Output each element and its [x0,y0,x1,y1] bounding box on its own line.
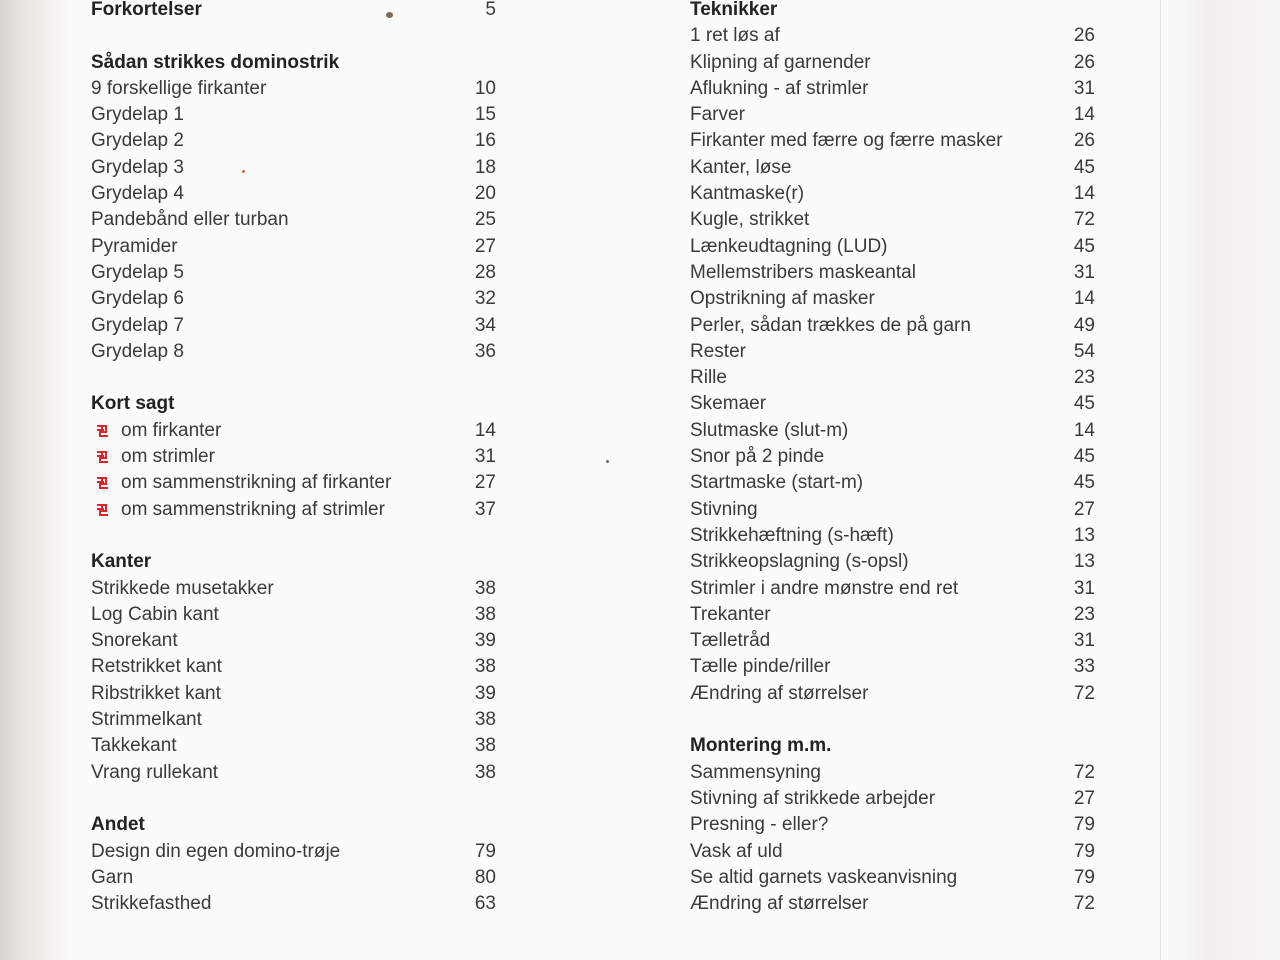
section-heading-label: Forkortelser [91,0,202,20]
index-entry [690,576,1095,602]
index-entry-label: Slutmaske (slut-m) [690,419,849,441]
page-number: 14 [1073,419,1095,441]
section-spacer [91,786,496,812]
index-entry-label: Strimler i andre mønstre end ret [690,577,959,599]
index-entry-label: Skemaer [690,393,767,415]
page-number: 45 [1073,235,1095,257]
page-number: 31 [1073,630,1095,652]
index-entry-label: Strikkede musetakker [91,577,274,599]
index-entry-label: Trekanter [690,603,771,625]
index-entry [91,707,496,733]
index-entry-label: 9 forskellige firkanter [91,77,267,99]
index-section-andet [91,812,496,917]
index-entry [690,418,1095,444]
page-right-margin [1160,0,1280,960]
index-entry [91,628,496,654]
index-entry-label: Strikkefasthed [91,893,212,915]
section-heading [91,0,496,23]
section-heading [91,549,496,575]
index-entry [690,286,1095,312]
index-entry-label: Stivning [690,498,758,520]
index-entry [91,102,496,128]
page-number: 80 [474,866,496,888]
page-number: 79 [1073,866,1095,888]
page-binding-shadow [0,0,70,960]
section-heading-label: Kort sagt [91,393,175,415]
index-entry [690,339,1095,365]
index-entry-label: Klipning af garnender [690,51,871,73]
index-entry-label: Ændring af størrelser [690,893,869,915]
index-section-teknikker [690,0,1095,707]
index-entry-label: Stivning af strikkede arbejder [690,787,936,809]
page-number: 27 [474,235,496,257]
page-number: 13 [1073,524,1095,546]
index-entry-label: Retstrikket kant [91,656,222,678]
page-number: 38 [474,735,496,757]
index-entry [91,497,496,523]
section-heading-label: Montering m.m. [690,735,832,757]
section-spacer [690,707,1095,733]
index-entry [91,339,496,365]
section-heading [91,50,496,76]
index-entry [690,234,1095,260]
red-knit-symbol-icon [96,450,110,464]
page-number: 38 [474,577,496,599]
page-number: 27 [1073,787,1095,809]
page-number: 72 [1073,682,1095,704]
page-number: 31 [1073,261,1095,283]
index-section-forkortelser [91,0,496,23]
index-entry-label: Grydelap 7 [91,314,184,336]
index-entry-label: Se altid garnets vaskeanvisning [690,866,958,888]
index-entry [690,628,1095,654]
page-number: 72 [1073,209,1095,231]
index-section-kort-sagt [91,391,496,522]
page-number: 27 [1073,498,1095,520]
index-entry-label: Opstrikning af masker [690,288,875,310]
index-entry [91,286,496,312]
index-entry-label: Snorekant [91,630,178,652]
red-knit-symbol-icon [96,424,110,438]
index-entry-label: om sammenstrikning af firkanter [121,472,392,494]
index-entry-label: Kugle, strikket [690,209,810,231]
index-entry [91,865,496,891]
page-number: 10 [474,77,496,99]
page-number: 72 [1073,893,1095,915]
index-entry-label: Strikkehæftning (s-hæft) [690,524,894,546]
index-column-right [690,0,1095,917]
index-entry [91,260,496,286]
section-heading-label: Teknikker [690,0,778,20]
page-number: 36 [474,340,496,362]
page-number: 63 [474,893,496,915]
index-entry [91,181,496,207]
index-entry-label: Grydelap 8 [91,340,184,362]
page-number: 33 [1073,656,1095,678]
index-entry-label: Lænkeudtagning (LUD) [690,235,888,257]
index-entry-label: Ribstrikket kant [91,682,221,704]
index-entry-label: Grydelap 4 [91,183,184,205]
index-entry [690,181,1095,207]
page-number: 23 [1073,603,1095,625]
page-number: 79 [1073,840,1095,862]
section-spacer [91,23,496,49]
index-entry [91,418,496,444]
index-entry [690,128,1095,154]
page-number: 5 [485,0,496,20]
page-number: 28 [474,261,496,283]
red-knit-symbol-icon [96,476,110,490]
index-entry-label: Tælle pinde/riller [690,656,831,678]
index-entry [690,839,1095,865]
index-section-montering-m-m [690,733,1095,917]
page-number: 79 [1073,814,1095,836]
index-entry-label: Mellemstribers maskeantal [690,261,916,283]
index-entry-label: Kanter, løse [690,156,792,178]
section-heading-label: Kanter [91,551,152,573]
index-entry-label: Farver [690,104,745,126]
page-number: 37 [474,498,496,520]
index-entry-label: Presning - eller? [690,814,829,836]
page-number: 31 [1073,77,1095,99]
page-number: 32 [474,288,496,310]
page-number: 45 [1073,156,1095,178]
section-heading [91,391,496,417]
page-number: 38 [474,761,496,783]
index-entry-label: Startmaske (start-m) [690,472,864,494]
index-entry-label: Kantmaske(r) [690,183,805,205]
index-entry-label: Perler, sådan trækkes de på garn [690,314,971,336]
index-entry [690,102,1095,128]
index-entry-label: Aflukning - af strimler [690,77,869,99]
page-number: 45 [1073,446,1095,468]
index-section-saadan-strikkes-dominostrik [91,50,496,366]
index-section-kanter [91,549,496,786]
section-heading-label: Andet [91,814,145,836]
page-number: 38 [474,603,496,625]
index-entry-label: Grydelap 1 [91,104,184,126]
index-entry [91,654,496,680]
index-entry [690,654,1095,680]
index-entry [690,812,1095,838]
index-entry [91,234,496,260]
index-entry [690,497,1095,523]
index-entry [690,681,1095,707]
index-entry [690,891,1095,917]
section-heading [91,812,496,838]
index-column-left [91,0,496,917]
index-entry [690,523,1095,549]
index-entry-label: Grydelap 3 [91,156,184,178]
page-number: 38 [474,709,496,731]
index-entry [690,470,1095,496]
index-entry [690,549,1095,575]
index-entry [91,207,496,233]
page-number: 14 [474,419,496,441]
index-entry [91,681,496,707]
page-number: 31 [474,446,496,468]
page-number: 18 [474,156,496,178]
index-entry-label: Garn [91,866,134,888]
page-number: 34 [474,314,496,336]
section-heading [690,733,1095,759]
red-knit-symbol-icon [96,503,110,517]
index-entry-label: Log Cabin kant [91,603,219,625]
page-number: 15 [474,104,496,126]
page-number: 26 [1073,51,1095,73]
index-entry-label: Vrang rullekant [91,761,219,783]
page-number: 72 [1073,761,1095,783]
page-number: 54 [1073,340,1095,362]
index-entry-label: Pyramider [91,235,178,257]
index-entry [690,365,1095,391]
page-number: 14 [1073,183,1095,205]
index-entry [690,76,1095,102]
page-number: 38 [474,656,496,678]
index-entry-label: Grydelap 6 [91,288,184,310]
index-entry-label: Rille [690,367,727,389]
section-heading [690,0,1095,23]
index-entry [91,760,496,786]
index-entry [690,391,1095,417]
index-entry [690,602,1095,628]
section-heading-label: Sådan strikkes dominostrik [91,51,340,73]
section-spacer [91,523,496,549]
page-number: 13 [1073,551,1095,573]
index-entry-label: Snor på 2 pinde [690,446,825,468]
page-number: 26 [1073,130,1095,152]
index-entry-label: 1 ret løs af [690,25,780,47]
page-number: 14 [1073,288,1095,310]
index-entry [91,313,496,339]
index-entry-label: Design din egen domino-trøje [91,840,341,862]
index-entry-label: Rester [690,340,746,362]
index-entry [690,23,1095,49]
page-number: 14 [1073,104,1095,126]
page-number: 23 [1073,367,1095,389]
index-entry [690,50,1095,76]
index-entry-label: Takkekant [91,735,177,757]
index-entry [91,470,496,496]
index-entry-label: Tælletråd [690,630,771,652]
index-entry [690,444,1095,470]
index-entry-label: Firkanter med færre og færre masker [690,130,1003,152]
index-entry-label: om strimler [121,446,215,468]
index-entry-label: Pandebånd eller turban [91,209,289,231]
index-entry-label: Grydelap 2 [91,130,184,152]
page-number: 31 [1073,577,1095,599]
index-entry [91,444,496,470]
index-entry [91,128,496,154]
index-entry [690,207,1095,233]
page-number: 20 [474,183,496,205]
page-number: 39 [474,682,496,704]
page-number: 26 [1073,25,1095,47]
page-number: 45 [1073,393,1095,415]
index-entry [91,155,496,181]
index-entry-label: Strimmelkant [91,709,202,731]
index-entry [91,602,496,628]
page-number: 25 [474,209,496,231]
index-entry [91,891,496,917]
page-number: 49 [1073,314,1095,336]
index-entry [690,260,1095,286]
paper-speck [606,460,609,463]
index-entry-label: om sammenstrikning af strimler [121,498,385,520]
index-entry [690,760,1095,786]
index-entry [91,76,496,102]
page-number: 39 [474,630,496,652]
index-entry [690,865,1095,891]
page-number: 79 [474,840,496,862]
index-entry [91,576,496,602]
index-entry [690,313,1095,339]
page-number: 16 [474,130,496,152]
index-entry-label: Vask af uld [690,840,783,862]
index-entry-label: om firkanter [121,419,222,441]
index-entry-label: Grydelap 5 [91,261,184,283]
index-entry-label: Sammensyning [690,761,821,783]
index-entry [690,155,1095,181]
index-entry-label: Ændring af størrelser [690,682,869,704]
index-entry [91,839,496,865]
index-entry [690,786,1095,812]
page-number: 45 [1073,472,1095,494]
section-spacer [91,365,496,391]
index-entry-label: Strikkeopslagning (s-opsl) [690,551,909,573]
page-number: 27 [474,472,496,494]
index-entry [91,733,496,759]
